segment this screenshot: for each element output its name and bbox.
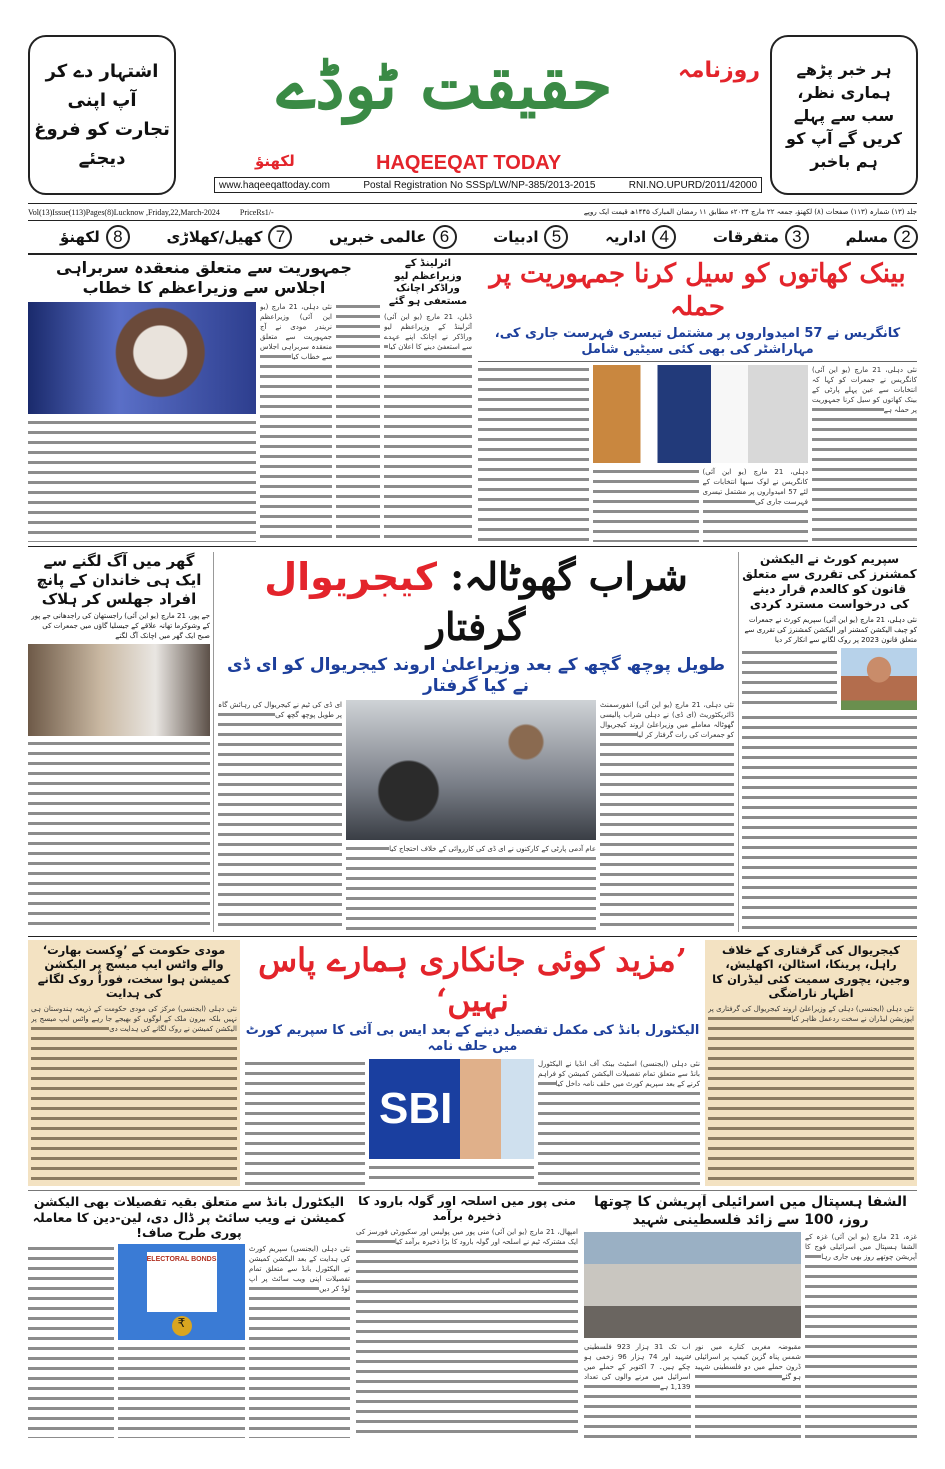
ad-line: اشتہار دے کر [45,61,159,82]
roznama-label: روزنامہ [677,58,761,83]
sbi-supreme-court-photo [369,1059,534,1159]
bonds-story [28,1194,350,1438]
kejriwal-arrest-photo [346,700,596,840]
divider [28,1190,917,1191]
section-label: عالمی خبریں [329,228,427,246]
divider [213,552,214,932]
nav-item-page-2[interactable] [846,225,918,249]
democracy-body [28,302,380,542]
kejriwal-column [218,700,342,932]
sc-ec-column [742,648,837,710]
money-bag-icon: ₹ [172,1316,192,1336]
issue-info-bar [28,203,917,221]
democracy-column [28,418,256,542]
nav-item-page-4[interactable] [605,225,676,249]
headline-highlight: کیجریوال [264,555,437,599]
kejriwal-body [218,700,734,932]
bonds-column [249,1244,350,1438]
democracy-story [28,258,380,542]
newspaper-logo: حقیقت ٹوڈے [276,46,613,124]
postal-registration: Postal Registration No SSSp/LW/NP-385/2013-2015 [363,179,596,191]
tagline-line: کریں گے آپ کو [786,128,902,148]
page-number: 8 [106,225,130,249]
ireland-story [384,258,472,542]
sbi-headline: ’مزید کوئی جانکاری ہمارے پاس نہیں‘ [258,941,687,1019]
gaza-body [584,1232,917,1438]
manipur-story [356,1194,578,1438]
page-number: 6 [433,225,457,249]
gaza-headline: الشفا ہسپتال میں اسرائیلی آپریشن کا چوتھا روز، 100 سے زائد فلسطینی شہید [594,1194,907,1228]
sbi-column [369,1163,534,1187]
gaza-story [584,1194,917,1438]
whatsapp-story [28,940,240,1186]
sbi-story [245,940,700,1186]
gaza-hospital-photo [584,1232,801,1338]
manipur-headline: منی پور میں اسلحہ اور گولہ بارود کا ذخیرہ برآمد [358,1194,576,1223]
gaza-photo-columns [584,1342,801,1438]
bank-photo-stack [593,365,808,543]
page-number: 4 [652,225,676,249]
kejriwal-photo-stack [346,700,596,932]
page-index-nav [60,223,918,251]
logo-english: HAQEEQAT TODAY [376,152,562,174]
sc-ec-column [742,713,917,932]
bank-column [593,467,699,543]
bonds-lead: نئی دہلی (ایجنسی) سپریم کورٹ کی ہدایت کے بعد الیکشن کمیشن نے الیکٹورل بانڈ سے متعلق تمام تفصیلات اپنی ویب سائٹ پر اپ لوڈ کر دیں [249,1244,350,1293]
kejriwal-lead: نئی دہلی، 21 مارچ (یو این آئی) انفورسمنٹ ڈائریکٹوریٹ (ای ڈی) نے دہلی شراب پالیسی گھوٹالہ معاملے میں وزیراعلیٰ اروند کیجریوال کو جمعرات کی رات گرفتار کر لیا [600,701,734,740]
registration-bar [214,177,762,193]
pm-modi-photo [28,302,256,414]
section-label: اداریہ [605,228,647,246]
ad-line: دیجئے [78,148,126,169]
bonds-column [118,1344,245,1438]
page-number: 7 [268,225,292,249]
page-number: 3 [785,225,809,249]
section-label: ادبیات [493,228,539,246]
opposition-column [708,1004,914,1184]
kejriwal-column [600,700,734,932]
ireland-lead: ڈبلن، 21 مارچ (یو این آئی) آئرلینڈ کے وزیراعظم لیو وراڈکر نے اچانک اپنے عہدے سے استعفیٰ دینے کا اعلان کیا [384,313,472,351]
opposition-lead: نئی دہلی (ایجنسی) دہلی کے وزیراعلیٰ اروند کیجریوال کی گرفتاری پر اپوزیشن لیڈران نے سخت ردعمل ظاہر کیا [708,1004,914,1023]
bonds-body [28,1244,350,1438]
bank-subheadline: کانگریس نے 57 امیدواروں پر مشتمل تیسری فہرست جاری کی، مہاراشٹر کی بھی کئی سیٹیں شامل [478,326,917,362]
fire-column [28,739,210,932]
sbi-column [538,1059,700,1187]
issue-info-urdu: جلد (۱۳) شمارہ (۱۱۳) صفحات (۸) لکھنؤ، جمعہ ۲۲ مارچ ۲۰۲۴ء مطابق ۱۱ رمضان المبارک ۱۴۴۵ھ قیمت ایک روپے [583,208,917,216]
kejriwal-column [346,844,596,932]
democracy-photo-stack [28,302,256,542]
bank-column [478,365,589,543]
sc-ec-story [742,552,917,932]
whatsapp-lead: نئی دہلی (ایجنسی) مرکز کی مودی حکومت کے ذریعہ ہندوستان ہی نہیں بلکہ بیرون ملک کے لوگوں کو بھیجے جا رہے واٹس ایپ میسج پر الیکشن کمیشن نے روک لگانے کی ہدایت دی [31,1004,237,1033]
ireland-column [384,312,472,542]
kejriwal-story [218,552,734,932]
divider [28,936,917,937]
kejriwal-lead-2: عام آدمی پارٹی کے کارکنوں نے ای ڈی کی کارروائی کے خلاف احتجاج کیا [389,845,596,854]
sbi-logo-text: SBI [379,1083,453,1133]
city-label: لکھنؤ [255,152,295,170]
gaza-column [584,1342,691,1438]
rni-number: RNI.NO.UPURD/2011/42000 [628,179,757,191]
sbi-photo-stack [369,1059,534,1187]
page-number: 2 [894,225,918,249]
supreme-court-photo [841,648,917,710]
gaza-lead-2: مقبوضہ مغربی کنارے میں نور شمس پناہ گزین کیمپ پر اسرائیلی ڈرون حملے میں دو فلسطینی شہید ہو گئے [694,1343,801,1381]
ad-line: تجارت کو فروغ [34,119,170,140]
opposition-headline: کیجریوال کی گرفتاری کے خلاف راہل، پرینکا، اسٹالن، اکھلیش، وجین، یچوری سمیت کئی لیڈران کا اظہار ناراضگی [712,943,910,1001]
bank-column [703,467,809,543]
whatsapp-column [31,1004,237,1184]
fire-headline: گھر میں آگ لگنے سے ایک ہی خاندان کے پانچ افراد جھلس کر ہلاک [36,552,202,608]
bank-photo-columns [593,467,808,543]
fire-story [28,552,210,932]
fire-scene-photo [28,644,210,736]
gaza-photo-stack [584,1232,801,1438]
sc-ec-headline: سپریم کورٹ نے الیکشن کمشنرز کی تقرری سے متعلق قانون کو کالعدم قرار دینے کی درخواست مسترد کردی [742,552,917,611]
sbi-subheadline: الیکٹورل بانڈ کی مکمل تفصیل دینے کے بعد ایس بی آئی کا سپریم کورٹ میں حلف نامہ [245,1023,700,1055]
bank-body [478,365,917,543]
section-label: کھیل/کھلاڑی [166,228,263,246]
sbi-lead: نئی دہلی (ایجنسی) اسٹیٹ بینک آف انڈیا نے الیکٹورل بانڈ سے متعلق تمام تفصیلات الیکشن کمیشن کو فراہم کرنے کے بعد سپریم کورٹ میں حلف نامہ داخل کیا [538,1059,700,1088]
tagline-line: ہم باخبر [810,151,878,171]
bonds-headline: الیکٹورل بانڈ سے متعلق بقیہ تفصیلات بھی الیکشن کمیشن نے ویب سائٹ پر ڈال دی، لین-دین کا معاملہ پوری طرح صاف! [32,1194,346,1241]
bonds-column [28,1244,114,1438]
headline-part: گرفتار [426,604,526,650]
bank-lead-2: دہلی، 21 مارچ (یو این آئی) کانگریس نے لوک سبھا انتخابات کے لئے 57 امیدواروں پر مشتمل تیسری فہرست جاری کی [702,467,808,506]
issue-info-english: Vol(13)Issue(113)Pages(8)Lucknow ,Friday,22,March-2024 [28,207,220,217]
tagline-line: ہر خبر پڑھے [796,59,892,79]
sbi-body [245,1059,700,1187]
sc-ec-photo-row [742,648,917,710]
congress-leaders-photo [593,365,808,463]
kejriwal-lead-3: ای ڈی کی ٹیم نے کیجریوال کی رہائش گاہ پر طویل پوچھ گچھ کی [218,701,342,720]
bank-lead: نئی دہلی، 21 مارچ (یو این آئی) کانگریس نے جمعرات کو کہا کہ انتخابات سے عین پہلے پارٹی کے بینک کھاتوں کو سیل کرنا جمہوریت پر حملہ ہے [812,365,917,414]
bank-story [478,258,917,542]
nav-item-page-7[interactable] [166,225,292,249]
kejriwal-subheadline: طویل پوچھ گچھ کے بعد وزیراعلیٰ اروند کیجریوال کو ای ڈی نے کیا گرفتار [226,654,726,697]
gaza-column [805,1232,917,1438]
section-label: لکھنؤ [60,228,100,246]
kejriwal-headline [218,552,734,652]
headline-part: شراب گھوٹالہ: [450,554,688,599]
ireland-headline: آئرلینڈ کے وزیراعظم لیو وراڈکر اچانک مستعفی ہو گئے [388,258,468,307]
gaza-lead-3: اب تک 31 ہزار 923 فلسطینی شہید اور 74 ہزار 96 زخمی ہو چکے ہیں۔ 7 اکتوبر کے حملے میں اسرائیل میں مرنے والوں کی تعداد 1,139 ہے [584,1343,691,1391]
bonds-image-stack [118,1244,245,1438]
nav-item-page-8[interactable] [60,225,130,249]
ad-line: آپ اپنی [67,90,137,111]
sc-ec-lead-block [742,615,917,645]
democracy-lead: نئی دہلی، 21 مارچ (یو این آئی) وزیراعظم نریندر مودی نے آج جمہوریت سے متعلق منعقدہ سربراہی اجلاس سے خطاب کیا [260,303,332,361]
price: PriceRs1/- [239,207,274,217]
sc-ec-lead: نئی دہلی، 21 مارچ (یو این آئی) سپریم کورٹ نے جمعرات کو چیف الیکشن کمشنر اور الیکشن کمشنرز کی تقرری سے متعلق قانون 2023 پر روک لگانے سے انکار کر دیا [744,616,917,644]
manipur-lead: امپھال، 21 مارچ (یو این آئی) منی پور میں پولیس اور سکیورٹی فورسز کی ایک مشترکہ ٹیم نے اسلحہ اور گولہ بارود کا بڑا ذخیرہ برآمد کیا [356,1228,578,1246]
gaza-column [695,1342,802,1438]
bonds-document: ELECTORAL BONDS [147,1252,217,1312]
manipur-column [356,1227,578,1438]
fire-lead [28,611,210,641]
top-left-section [28,258,472,542]
divider [28,253,917,255]
tagline-box [770,35,918,195]
whatsapp-headline: مودی حکومت کے ’وِکست بھارت‘ والے واٹس ایپ میسج پر الیکشن کمیشن ہوا سخت، فوراً روک لگانے کی ہدایت [37,943,231,1001]
tagline-line: سب سے پہلے [793,105,895,125]
electoral-bonds-illustration [118,1244,245,1340]
democracy-column [336,302,380,542]
democracy-column [260,302,332,542]
divider [28,546,917,547]
gaza-lead: غزہ، 21 مارچ (یو این آئی) غزہ کے الشفا ہسپتال میں اسرائیلی فوج کا آپریشن چوتھے روز بھی جاری رہا [805,1233,917,1261]
nav-item-page-5[interactable] [493,225,568,249]
section-label: متفرقات [712,228,779,246]
nav-item-page-6[interactable] [329,225,456,249]
democracy-headline: جمہوریت سے متعلق منعقدہ سربراہی اجلاس سے وزیراعظم کا خطاب [56,258,352,297]
sbi-column [245,1059,365,1187]
tagline-line: ہماری نظر، [797,82,891,102]
opposition-story [705,940,917,1186]
section-label: مسلم [845,228,888,246]
bank-headline: بینک کھاتوں کو سیل کرنا جمہوریت پر حملہ [489,259,906,322]
divider [738,552,739,932]
nav-item-page-3[interactable] [713,225,809,249]
bank-column [812,365,917,543]
advertise-box [28,35,176,195]
fire-lead-text: جے پور، 21 مارچ (یو این آئی) راجستھان کی راجدھانی جے پور کے وشوکرما تھانہ علاقے کے جیسلیا گاؤں میں جمعرات کی صبح ایک گھر میں اچانک آگ لگنے [31,612,210,641]
page-number: 5 [544,225,568,249]
website-link[interactable]: www.haqeeqattoday.com [219,179,330,191]
